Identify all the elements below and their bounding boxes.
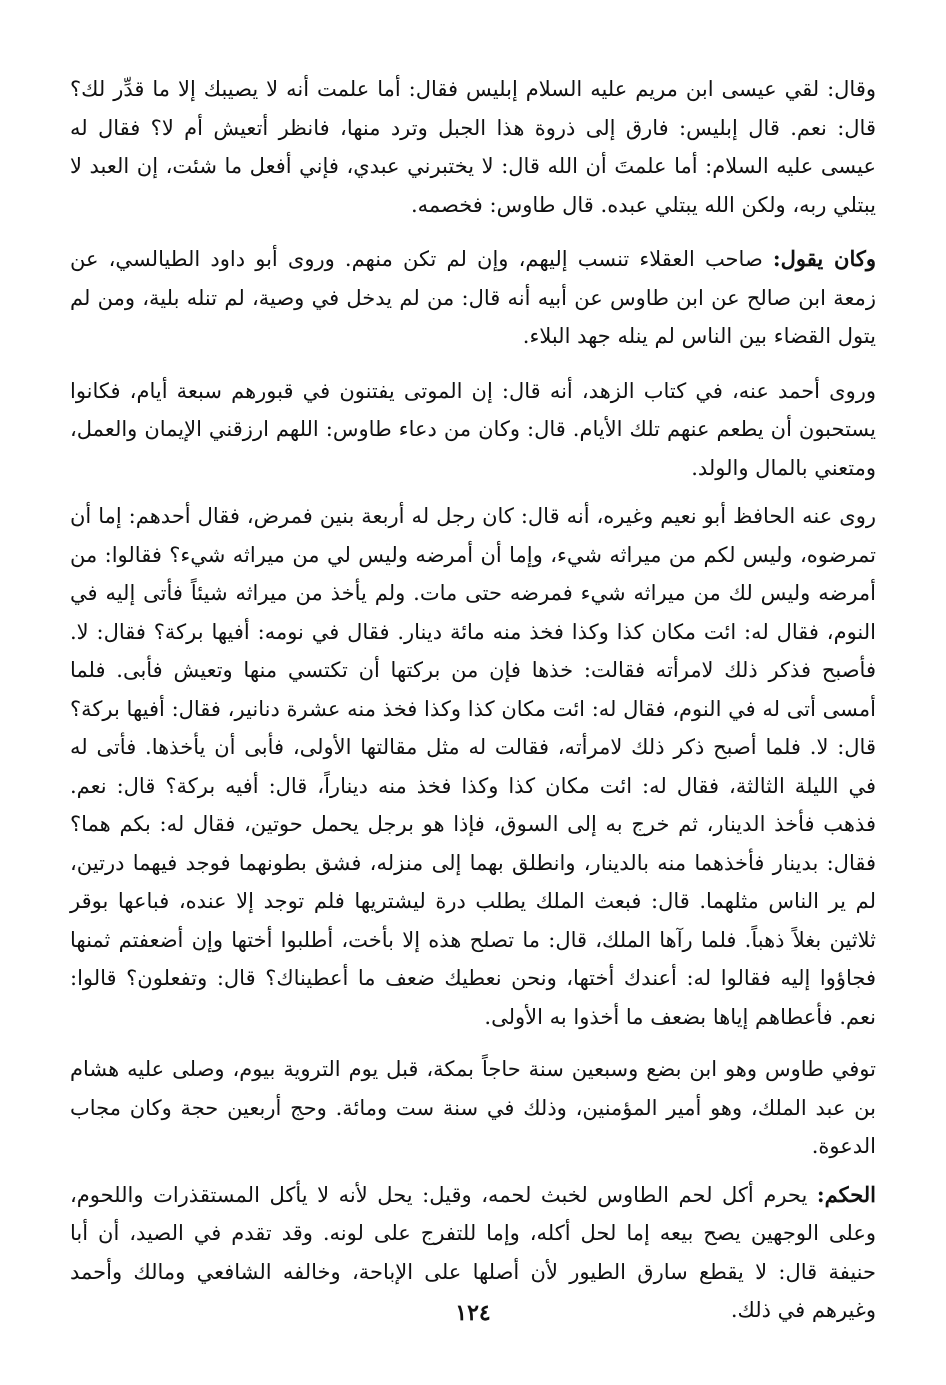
book-page bbox=[70, 70, 876, 1330]
paragraph-isa-iblis bbox=[70, 70, 876, 224]
paragraph-text: وروى أحمد عنه، في كتاب الزهد، أنه قال: إن الموتى يفتنون في قبورهم سبعة أيام، فكانوا يستحبون أن يطعم عنهم تلك الأيام. قال: وكان من دعاء طاوس: اللهم ارزقني الإيمان والعمل، ومتعني بالمال والولد. bbox=[70, 378, 876, 480]
paragraph-zuhd bbox=[70, 372, 876, 488]
paragraph-text: يحرم أكل لحم الطاوس لخبث لحمه، وقيل: يحل لأنه لا يأكل المستقذرات واللحوم، وعلى الوجهين يصح بيعه إما لحل أكله، وإما للتفرج على لونه. وقد تقدم في الصيد، أن أبا حنيفة قال: لا يقطع سارق الطيور لأن أصلها على الإباحة، وخالفه الشافعي ومالك وأحمد وغيرهم في ذلك. bbox=[70, 1182, 876, 1322]
paragraph-story bbox=[70, 497, 876, 1036]
paragraph-saying bbox=[70, 240, 876, 356]
paragraph-lead: وكان يقول: bbox=[772, 246, 876, 271]
paragraph-text: صاحب العقلاء تنسب إليهم، وإن لم تكن منهم. وروى أبو داود الطيالسي، عن زمعة ابن صالح عن ابن طاوس عن أبيه أنه قال: من لم يدخل في وصية، لم تنله بلية، ومن لم يتول القضاء بين الناس لم ينله جهد البلاء. bbox=[70, 247, 876, 348]
page-number: ١٢٤ bbox=[455, 1300, 491, 1326]
paragraph-lead: الحكم: bbox=[816, 1181, 876, 1207]
paragraph-death bbox=[70, 1050, 876, 1166]
paragraph-text: توفي طاوس وهو ابن بضع وسبعين سنة حاجاً بمكة، قبل يوم التروية بيوم، وصلى عليه هشام بن عبد الملك، وهو أمير المؤمنين، وذلك في سنة ست ومائة. وحج أربعين حجة وكان مجاب الدعوة. bbox=[70, 1057, 876, 1158]
paragraph-text: وقال: لقي عيسى ابن مريم عليه السلام إبليس فقال: أما علمت أنه لا يصيبك إلا ما قدِّر لك؟ قال: نعم. قال إبليس: فارق إلى ذروة هذا الجبل وترد منها، فانظر أتعيش أم لا؟ فقال له عيسى عليه السلام: أما علمتَ أن الله قال: لا يختبرني عبدي، فإني أفعل ما شئت، إن العبد لا يبتلي ربه، ولكن الله يبتلي عبده. قال طاوس: فخصمه. bbox=[70, 77, 876, 217]
paragraph-text: روى عنه الحافظ أبو نعيم وغيره، أنه قال: كان رجل له أربعة بنين فمرض، فقال أحدهم: إما أن تمرضوه، وليس لكم من ميراثه شيء، وإما أن أمرضه وليس لي من ميراثه شيء؟ فقالوا: من أمرضه وليس لك من ميراثه شيء فمرضه حتى مات. ولم يأخذ من ميراثه شيئاً فأتى إليه في النوم، فقال له: ائت مكان كذا وكذا فخذ منه مائة دينار. فقال في نومه: أفيها بركة؟ فقال: لا. فأصبح فذكر ذلك لامرأته فقالت: خذها فإن من بركتها أن تكتسي منها وتعيش فأبى. فلما أمسى أتى له في النوم، فقال له: ائت مكان كذا وكذا فخذ منه عشرة دنانير، فقال: أفيها بركة؟ قال: لا. فلما أصبح ذكر ذلك لامرأته، فقالت له مثل مقالتها الأولى، فأبى أن يأخذها. فأتى له في الليلة الثالثة، فقال له: ائت مكان كذا وكذا فخذ منه ديناراً، قال: أفيه بركة؟ قال: نعم. فذهب فأخذ الدينار، ثم خرج به إلى السوق، فإذا هو برجل يحمل حوتين، فقال له: بكم هما؟ فقال: بدينار فأخذهما منه بالدينار، وانطلق بهما إلى منزله، فشق بطونهما فوجد فيهما درتين، لم ير الناس مثلهما. قال: فبعث الملك يطلب درة ليشتريها فلم توجد إلا عنده، فباعها بوقر ثلاثين بغلاً ذهباً. فلما رآها الملك، قال: ما تصلح هذه إلا بأخت، أطلبوا أختها وإن أضعفتم ثمنها فجاؤوا إليه فقالوا له: أعندك أختها، ونحن نعطيك ضعف ما أعطيناك؟ قال: وتفعلون؟ قالوا: نعم. فأعطاهم إياها بضعف ما أخذوا به الأولى. bbox=[70, 504, 877, 1029]
